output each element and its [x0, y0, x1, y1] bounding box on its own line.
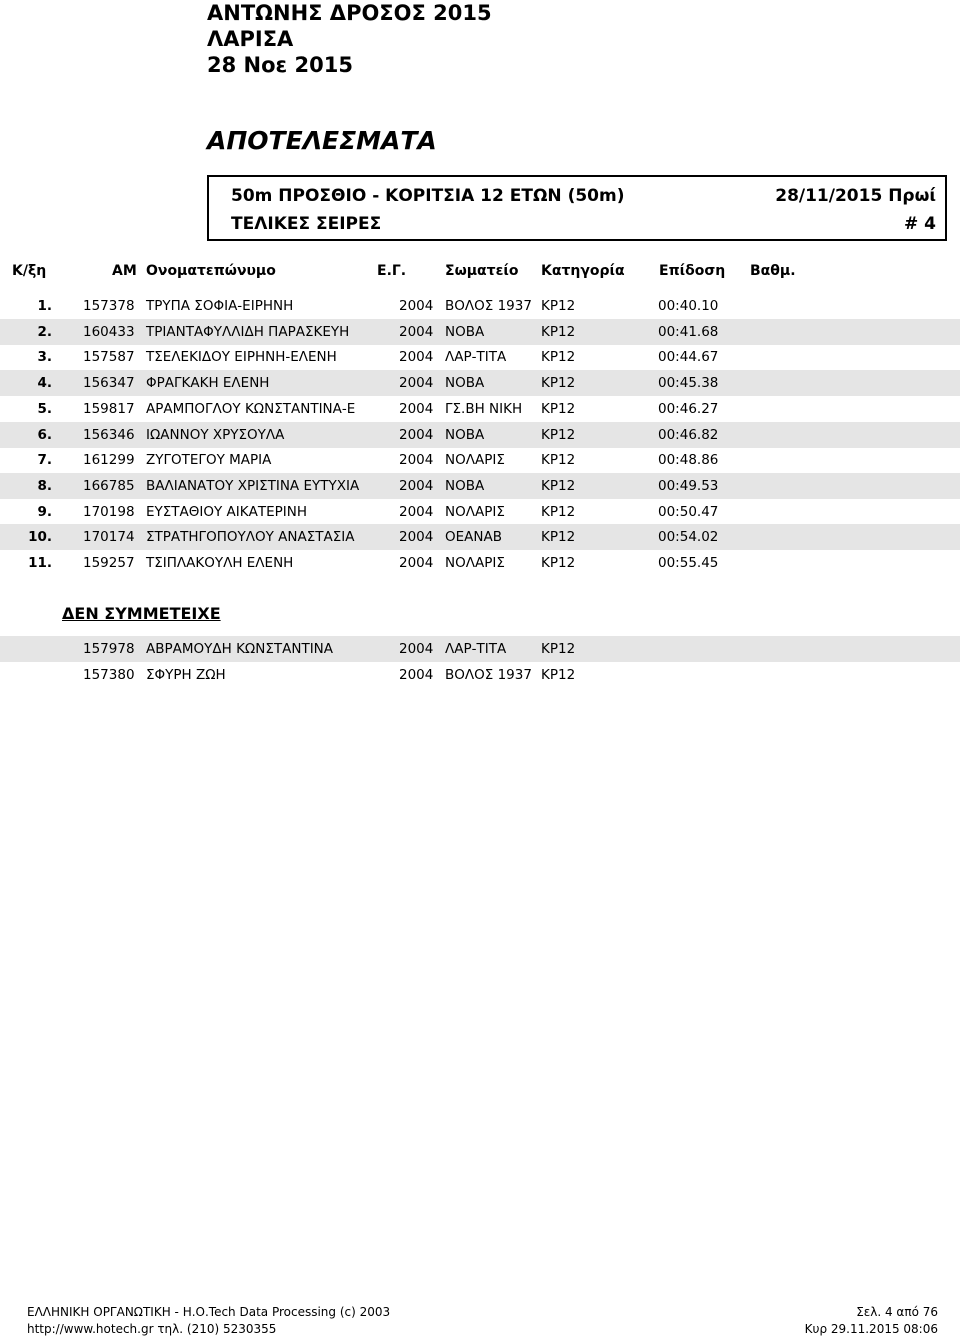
cell-year: 2004 — [399, 452, 434, 469]
meet-title: ΑΝΤΩΝΗΣ ΔΡΟΣΟΣ 2015 — [207, 1, 492, 25]
cell-category: ΚΡ12 — [541, 426, 576, 443]
cell-year: 2004 — [399, 641, 434, 657]
cell-club: ΒΟΛΟΣ 1937 — [445, 298, 532, 314]
cell-club: ΓΣ.ΒΗ ΝΙΚΗ — [445, 400, 523, 417]
cell-category: ΚΡ12 — [541, 666, 576, 683]
cell-time: 00:48.86 — [658, 452, 719, 469]
cell-category: ΚΡ12 — [541, 375, 576, 392]
cell-name: ΑΒΡΑΜΟΥΔΗ ΚΩΝΣΤΑΝΤΙΝΑ — [146, 641, 334, 657]
cell-name: ΤΡΙΑΝΤΑΦΥΛΛΙΔΗ ΠΑΡΑΣΚΕΥΗ — [146, 323, 350, 340]
event-box — [207, 175, 947, 241]
cell-year: 2004 — [399, 349, 434, 366]
event-number: # 4 — [904, 214, 936, 234]
event-stage: ΤΕΛΙΚΕΣ ΣΕΙΡΕΣ — [231, 214, 382, 234]
cell-category: ΚΡ12 — [541, 349, 576, 366]
cell-year: 2004 — [399, 375, 434, 392]
cell-time: 00:55.45 — [658, 555, 719, 571]
column-headers — [0, 263, 960, 283]
table-row — [0, 662, 960, 688]
cell-rank: 10. — [28, 529, 52, 546]
cell-year: 2004 — [399, 666, 434, 683]
cell-year: 2004 — [399, 323, 434, 340]
cell-rank: 11. — [28, 555, 52, 571]
cell-rank: 7. — [37, 452, 52, 469]
cell-category: ΚΡ12 — [541, 529, 576, 546]
col-rank: Κ/ξη — [12, 263, 47, 279]
cell-year: 2004 — [399, 298, 434, 314]
col-time: Επίδοση — [659, 263, 726, 279]
table-row — [0, 473, 960, 499]
col-am: ΑΜ — [112, 263, 137, 279]
table-row — [0, 636, 960, 662]
cell-time: 00:54.02 — [658, 529, 719, 546]
table-row — [0, 447, 960, 473]
cell-name: ΕΥΣΤΑΘΙΟΥ ΑΙΚΑΤΕΡΙΝΗ — [146, 503, 308, 520]
meet-header — [207, 0, 492, 78]
table-row — [0, 550, 960, 576]
meet-date: 28 Νοε 2015 — [207, 53, 353, 77]
meet-city: ΛΑΡΙΣΑ — [207, 27, 294, 51]
cell-name: ΤΣΕΛΕΚΙΔΟΥ ΕΙΡΗΝΗ-ΕΛΕΝΗ — [146, 349, 337, 366]
cell-rank: 2. — [37, 323, 52, 340]
cell-time: 00:44.67 — [658, 349, 719, 366]
table-row — [0, 370, 960, 396]
cell-am: 170174 — [83, 529, 135, 546]
cell-time: 00:41.68 — [658, 323, 719, 340]
cell-category: ΚΡ12 — [541, 555, 576, 571]
event-datetime: 28/11/2015 Πρωί — [775, 186, 936, 206]
cell-club: ΝΟΒΑ — [445, 426, 485, 443]
cell-am: 157380 — [83, 666, 135, 683]
footer-page: Σελ. 4 από 76 — [856, 1305, 938, 1319]
cell-name: ΤΡΥΠΑ ΣΟΦΙΑ-ΕΙΡΗΝΗ — [146, 298, 294, 314]
cell-am: 157978 — [83, 641, 135, 657]
cell-club: ΒΟΛΟΣ 1937 — [445, 666, 532, 683]
cell-category: ΚΡ12 — [541, 503, 576, 520]
cell-rank: 3. — [37, 349, 52, 366]
cell-year: 2004 — [399, 400, 434, 417]
cell-year: 2004 — [399, 477, 434, 494]
col-club: Σωματείο — [445, 263, 519, 279]
cell-time: 00:50.47 — [658, 503, 719, 520]
table-row — [0, 319, 960, 345]
table-row — [0, 422, 960, 448]
cell-year: 2004 — [399, 426, 434, 443]
cell-time: 00:46.27 — [658, 400, 719, 417]
cell-name: ΤΣΙΠΛΑΚΟΥΛΗ ΕΛΕΝΗ — [146, 555, 294, 571]
cell-club: ΝΟΒΑ — [445, 323, 485, 340]
table-row — [0, 344, 960, 370]
cell-club: ΝΟΒΑ — [445, 477, 485, 494]
footer-contact: http://www.hotech.gr τηλ. (210) 5230355 — [27, 1322, 277, 1336]
cell-am: 166785 — [83, 477, 135, 494]
cell-time: 00:46.82 — [658, 426, 719, 443]
col-year: Ε.Γ. — [377, 263, 407, 279]
dns-title: ΔΕΝ ΣΥΜΜΕΤΕΙΧΕ — [62, 604, 221, 623]
cell-am: 157378 — [83, 298, 135, 314]
cell-club: ΛΑΡ-ΤΙΤΑ — [445, 349, 507, 366]
cell-category: ΚΡ12 — [541, 400, 576, 417]
cell-am: 157587 — [83, 349, 135, 366]
cell-rank: 5. — [37, 400, 52, 417]
cell-name: ΙΩΑΝΝΟΥ ΧΡΥΣΟΥΛΑ — [146, 426, 285, 443]
cell-year: 2004 — [399, 555, 434, 571]
cell-category: ΚΡ12 — [541, 323, 576, 340]
cell-rank: 8. — [37, 477, 52, 494]
cell-name: ΣΦΥΡΗ ΖΩΗ — [146, 666, 226, 683]
cell-club: ΝΟΛΑΡΙΣ — [445, 503, 505, 520]
cell-am: 156347 — [83, 375, 135, 392]
cell-name: ΒΑΛΙΑΝΑΤΟΥ ΧΡΙΣΤΙΝΑ ΕΥΤΥΧΙΑ — [146, 477, 360, 494]
cell-club: ΝΟΛΑΡΙΣ — [445, 555, 505, 571]
footer-printed: Κυρ 29.11.2015 08:06 — [804, 1322, 938, 1336]
cell-category: ΚΡ12 — [541, 298, 576, 314]
cell-am: 160433 — [83, 323, 135, 340]
cell-am: 161299 — [83, 452, 135, 469]
col-name: Ονοματεπώνυμο — [146, 263, 276, 279]
cell-name: ΦΡΑΓΚΑΚΗ ΕΛΕΝΗ — [146, 375, 270, 392]
cell-category: ΚΡ12 — [541, 477, 576, 494]
event-name: 50m ΠΡΟΣΘΙΟ - ΚΟΡΙΤΣΙΑ 12 ΕΤΩΝ (50m) — [231, 186, 625, 206]
cell-am: 159817 — [83, 400, 135, 417]
cell-club: ΟΕΑΝΑΒ — [445, 529, 502, 546]
cell-time: 00:40.10 — [658, 298, 719, 314]
cell-am: 170198 — [83, 503, 135, 520]
cell-rank: 4. — [37, 375, 52, 392]
cell-category: ΚΡ12 — [541, 641, 576, 657]
cell-am: 159257 — [83, 555, 135, 571]
cell-rank: 6. — [37, 426, 52, 443]
col-category: Κατηγορία — [541, 263, 625, 279]
table-row — [0, 499, 960, 525]
cell-club: ΝΟΒΑ — [445, 375, 485, 392]
cell-time: 00:45.38 — [658, 375, 719, 392]
cell-year: 2004 — [399, 503, 434, 520]
cell-name: ΑΡΑΜΠΟΓΛΟΥ ΚΩΝΣΤΑΝΤΙΝΑ-Ε — [146, 400, 356, 417]
col-points: Βαθμ. — [750, 263, 796, 279]
page-title: ΑΠΟΤΕΛΕΣΜΑΤΑ — [207, 126, 437, 155]
cell-club: ΝΟΛΑΡΙΣ — [445, 452, 505, 469]
table-row — [0, 396, 960, 422]
cell-category: ΚΡ12 — [541, 452, 576, 469]
cell-time: 00:49.53 — [658, 477, 719, 494]
cell-year: 2004 — [399, 529, 434, 546]
cell-name: ΣΤΡΑΤΗΓΟΠΟΥΛΟΥ ΑΝΑΣΤΑΣΙΑ — [146, 529, 355, 546]
footer-company: ΕΛΛΗΝΙΚΗ ΟΡΓΑΝΩΤΙΚΗ - Η.Ο.Tech Data Processing (c) 2003 — [27, 1305, 391, 1319]
cell-rank: 9. — [37, 503, 52, 520]
cell-rank: 1. — [37, 298, 52, 314]
cell-club: ΛΑΡ-ΤΙΤΑ — [445, 641, 507, 657]
table-row — [0, 293, 960, 319]
table-row — [0, 524, 960, 550]
cell-am: 156346 — [83, 426, 135, 443]
cell-name: ΖΥΓΟΤΕΓΟΥ ΜΑΡΙΑ — [146, 452, 272, 469]
